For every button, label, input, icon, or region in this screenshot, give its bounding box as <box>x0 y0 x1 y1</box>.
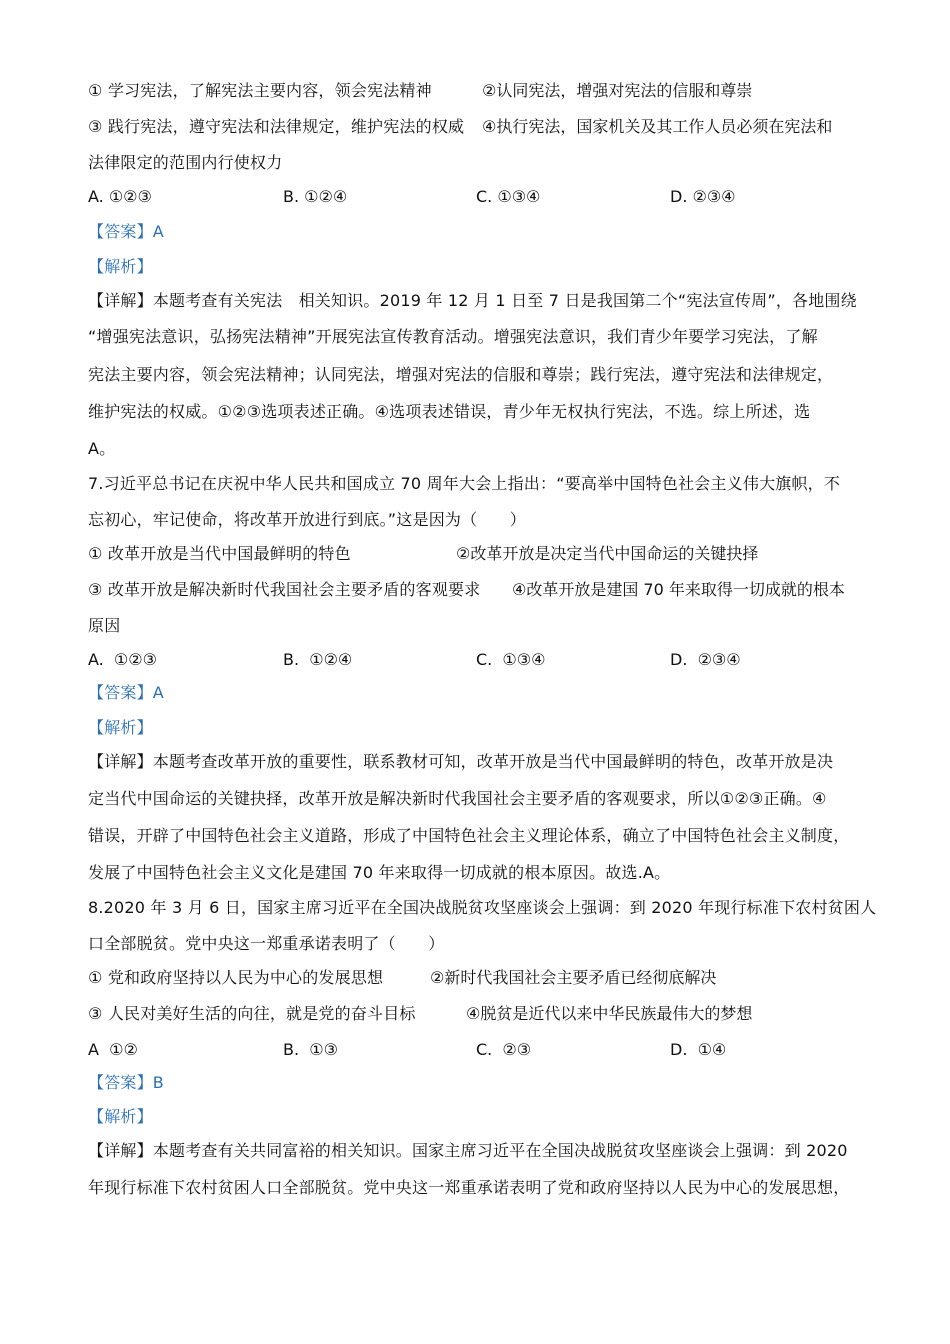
q6-option-c: C. ①③④ <box>476 187 541 206</box>
q8-option-d: D. ①④ <box>670 1040 727 1059</box>
q7-option-c: C. ①③④ <box>476 650 546 669</box>
q6-option-b: B. ①②④ <box>283 187 348 206</box>
q6-option-d: D. ②③④ <box>670 187 736 206</box>
q7-statement-3: ③ 改革开放是解决新时代我国社会主要矛盾的客观要求 <box>88 580 481 599</box>
q7-option-d: D. ②③④ <box>670 650 741 669</box>
q8-option-a: A ①② <box>88 1040 138 1059</box>
q6-statement-4-cont: 法律限定的范围内行使权力 <box>88 153 283 172</box>
q7-answer: 【答案】A <box>88 683 164 702</box>
q6-detail-line: 【详解】本题考查有关宪法 相关知识。2019 年 12 月 1 日至 7 日是我国第二个“宪法宣传周”，各地围绕 <box>88 291 857 310</box>
q6-statement-4: ④执行宪法，国家机关及其工作人员必须在宪法和 <box>482 117 833 136</box>
q8-option-b: B. ①③ <box>283 1040 338 1059</box>
q8-statement-2: ②新时代我国社会主要矛盾已经彻底解决 <box>430 968 717 987</box>
q8-detail-line: 年现行标准下农村贫困人口全部脱贫。党中央这一郑重承诺表明了党和政府坚持以人民为中心的发展思想， <box>88 1178 850 1197</box>
q6-analysis-label: 【解析】 <box>88 257 153 276</box>
q6-detail-line: 宪法主要内容，领会宪法精神；认同宪法，增强对宪法的信服和尊崇；践行宪法，遵守宪法和法律规定， <box>88 365 834 384</box>
q8-stem-cont: 口全部脱贫。党中央这一郑重承诺表明了（ ） <box>88 934 445 953</box>
q6-statement-3: ③ 践行宪法，遵守宪法和法律规定，维护宪法的权威 <box>88 117 465 136</box>
q6-detail-line: “增强宪法意识，弘扬宪法精神”开展宪法宣传教育活动。增强宪法意识，我们青少年要学习宪法，了解 <box>88 327 818 346</box>
q8-statement-1: ① 党和政府坚持以人民为中心的发展思想 <box>88 968 384 987</box>
q8-option-c: C. ②③ <box>476 1040 532 1059</box>
q7-option-a: A. ①②③ <box>88 650 157 669</box>
q7-analysis-label: 【解析】 <box>88 718 153 737</box>
q8-detail-line: 【详解】本题考查有关共同富裕的相关知识。国家主席习近平在全国决战脱贫攻坚座谈会上强调：到 2020 <box>88 1141 848 1160</box>
q8-answer: 【答案】B <box>88 1073 164 1092</box>
q7-detail-line: 发展了中国特色社会主义文化是建国 70 年来取得一切成就的根本原因。故选.A。 <box>88 863 671 882</box>
q7-statement-1: ① 改革开放是当代中国最鲜明的特色 <box>88 544 351 563</box>
q7-statement-4: ④改革开放是建国 70 年来取得一切成就的根本 <box>512 580 845 599</box>
q8-analysis-label: 【解析】 <box>88 1107 153 1126</box>
q8-statement-3: ③ 人民对美好生活的向往，就是党的奋斗目标 <box>88 1004 416 1023</box>
q6-detail-line: A。 <box>88 439 116 458</box>
q8-stem: 8.2020 年 3 月 6 日，国家主席习近平在全国决战脱贫攻坚座谈会上强调：到 2020 年现行标准下农村贫困人 <box>88 898 877 917</box>
q7-detail-line: 定当代中国命运的关键抉择，改革开放是解决新时代我国社会主要矛盾的客观要求，所以①②③正确。④ <box>88 789 827 808</box>
q6-statement-2: ②认同宪法，增强对宪法的信服和尊崇 <box>482 81 753 100</box>
q7-detail-line: 错误，开辟了中国特色社会主义道路，形成了中国特色社会主义理论体系，确立了中国特色社会主义制度， <box>88 826 850 845</box>
q8-statement-4: ④脱贫是近代以来中华民族最伟大的梦想 <box>466 1004 753 1023</box>
q7-statement-2: ②改革开放是决定当代中国命运的关键抉择 <box>456 544 759 563</box>
q7-stem: 7.习近平总书记在庆祝中华人民共和国成立 70 周年大会上指出：“要高举中国特色社会主义伟大旗帜，不 <box>88 474 841 493</box>
q7-option-b: B. ①②④ <box>283 650 353 669</box>
q6-answer: 【答案】A <box>88 222 164 241</box>
q6-statement-1: ① 学习宪法，了解宪法主要内容，领会宪法精神 <box>88 81 432 100</box>
q7-detail-line: 【详解】本题考查改革开放的重要性，联系教材可知，改革开放是当代中国最鲜明的特色，改革开放是决 <box>88 752 834 771</box>
q6-option-a: A. ①②③ <box>88 187 152 206</box>
q6-detail-line: 维护宪法的权威。①②③选项表述正确。④选项表述错误，青少年无权执行宪法，不选。综上所述，选 <box>88 402 811 421</box>
q7-stem-cont: 忘初心，牢记使命，将改革开放进行到底。”这是因为（ ） <box>88 510 526 529</box>
q7-statement-4-cont: 原因 <box>88 616 121 635</box>
